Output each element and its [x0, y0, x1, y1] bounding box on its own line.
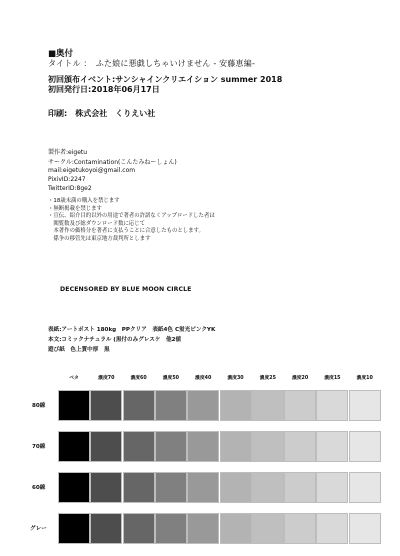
- tone-swatch: [316, 513, 348, 544]
- swatch-column-header: 濃度10: [356, 376, 373, 381]
- tone-swatch: [123, 513, 155, 544]
- note-line: 係争の移管先は東京地方裁判所とします: [48, 235, 151, 242]
- note-line: 閲覧数及び総ダウンロード数に応じて: [48, 220, 146, 227]
- note-line: 本著作の価格分を著者に支払うことに合意したものとします。: [48, 228, 204, 235]
- tone-swatch: [349, 390, 381, 421]
- swatch-column-header: 濃度30: [227, 376, 244, 381]
- tone-swatch: [220, 431, 252, 462]
- tone-swatch: [155, 390, 187, 421]
- tone-swatch-chart: [30, 366, 385, 556]
- event-line: 初回頒布イベント:サンシャインクリエイション summer 2018: [48, 75, 283, 84]
- tone-swatch: [90, 390, 122, 421]
- mail-line: mail:eigetukoyoi@gmail.com: [48, 167, 136, 174]
- tone-swatch: [349, 431, 381, 462]
- tone-swatch: [58, 431, 90, 462]
- tone-swatch: [252, 390, 284, 421]
- tone-swatch: [187, 431, 219, 462]
- tone-swatch: [155, 472, 187, 503]
- tone-swatch: [58, 513, 90, 544]
- tone-swatch: [123, 431, 155, 462]
- swatch-column-header: 濃度40: [195, 376, 212, 381]
- swatch-column-header: 濃度25: [259, 376, 276, 381]
- tone-swatch: [284, 472, 316, 503]
- tone-swatch: [349, 472, 381, 503]
- swatch-row-label: 60線: [32, 485, 46, 491]
- publish-date-line: 初回発行日:2018年06月17日: [48, 85, 160, 94]
- swatch-column-header: 濃度15: [324, 376, 341, 381]
- tone-swatch: [220, 390, 252, 421]
- tone-swatch: [90, 431, 122, 462]
- tone-swatch: [90, 513, 122, 544]
- swatch-column-header: 濃度20: [291, 376, 309, 381]
- tone-swatch: [316, 472, 348, 503]
- tone-swatch: [187, 472, 219, 503]
- pixiv-line: PixivID:2247: [48, 176, 86, 183]
- tone-swatch: [316, 431, 348, 462]
- swatch-row-label: 80線: [32, 403, 46, 409]
- title-line: タイトル ： ふた娘に悪戯しちゃいけません - 安藤恵編-: [48, 59, 256, 68]
- swatch-column-header: ベタ: [69, 376, 79, 381]
- tone-swatch: [349, 513, 381, 544]
- tone-swatch: [252, 513, 284, 544]
- spec-line: 表紙:アートポスト 180kg PPクリア 表紙4色 C蛍光ピンクYK: [48, 327, 216, 333]
- printer-line: 印刷: 株式会社 くりえい社: [48, 109, 156, 118]
- tone-swatch: [58, 472, 90, 503]
- swatch-column-header: 濃度60: [130, 376, 147, 381]
- tone-swatch: [316, 390, 348, 421]
- tone-swatch: [155, 431, 187, 462]
- twitter-line: TwitterID:8ge2: [48, 185, 92, 192]
- spec-line: 遊び紙 色上質中厚 黒: [48, 347, 110, 353]
- circle-line: サークル:Contamination(こんたみねーしょん): [48, 159, 177, 166]
- tone-swatch: [252, 472, 284, 503]
- swatch-column-header: 濃度50: [162, 376, 180, 381]
- note-line: ・無断掲載を禁じます: [48, 205, 102, 212]
- author-line: 製作者:eigetu: [48, 149, 88, 156]
- tone-swatch: [284, 431, 316, 462]
- tone-swatch: [123, 390, 155, 421]
- note-line: ・宣伝、紹介目的以外の用途で著者の許諾なくアップロードした者は: [48, 213, 215, 220]
- tone-swatch: [284, 390, 316, 421]
- note-line: ・18歳未満の購入を禁じます: [48, 198, 120, 204]
- swatch-row-label: グレー: [30, 526, 47, 532]
- tone-swatch: [284, 513, 316, 544]
- decensor-credit: DECENSORED BY BLUE MOON CIRCLE: [60, 286, 192, 293]
- swatch-row-label: 70線: [32, 444, 46, 450]
- spec-line: 本文:コミックナチュラル (黒付のみグレスケ 他2値: [48, 337, 182, 343]
- tone-swatch: [90, 472, 122, 503]
- tone-swatch: [187, 513, 219, 544]
- tone-swatch: [220, 472, 252, 503]
- colophon-heading: ■奥付: [48, 49, 74, 59]
- tone-swatch: [58, 390, 90, 421]
- tone-swatch: [187, 390, 219, 421]
- tone-swatch: [123, 472, 155, 503]
- notes-block: [48, 198, 215, 244]
- tone-swatch: [155, 513, 187, 544]
- swatch-column-header: 濃度70: [98, 376, 115, 381]
- tone-swatch: [220, 513, 252, 544]
- tone-swatch: [252, 431, 284, 462]
